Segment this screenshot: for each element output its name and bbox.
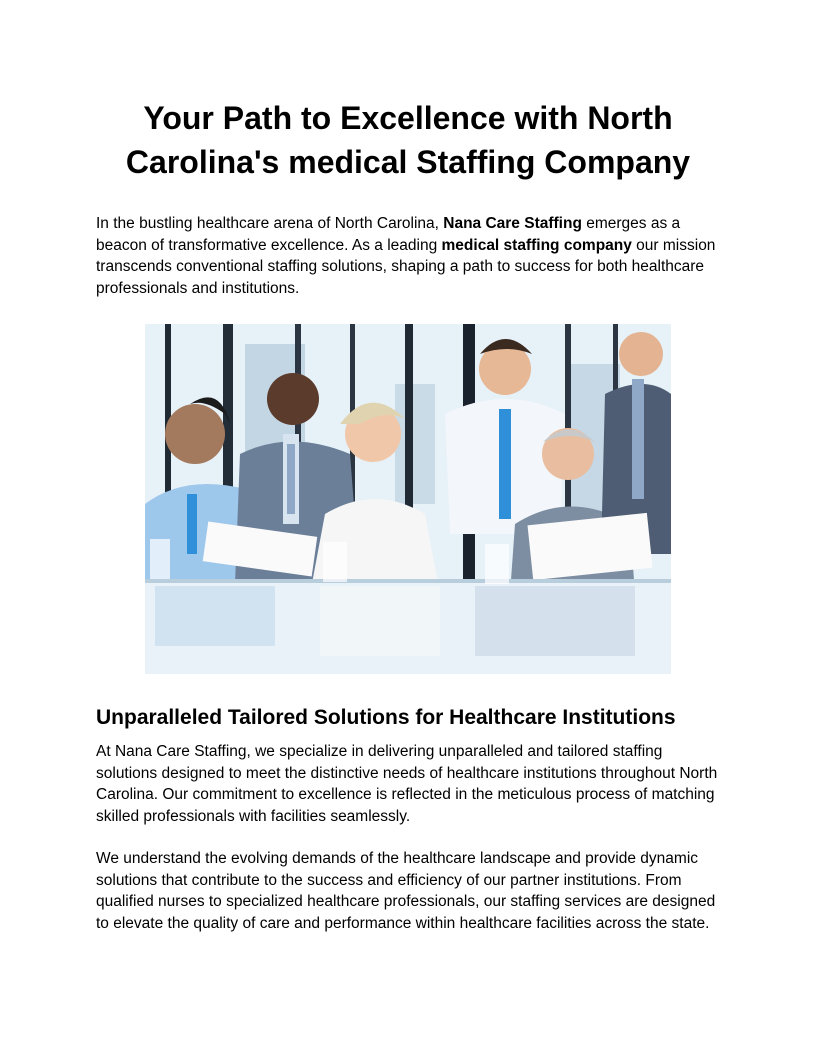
intro-text-2: emerges as a beacon of transformative excellence. As a leading — [96, 215, 681, 254]
section-paragraph-2: We understand the evolving demands of the healthcare landscape and provide dynamic solutions that contribute to the success and efficiency of our partner institutions. From qualified nurses to specialized healthcare professionals, our staffing services are designed to elevate the quality of care and performance within healthcare facilities across the state. — [96, 850, 716, 932]
section-paragraph-1: At Nana Care Staffing, we specialize in delivering unparalleled and tailored staffing solutions designed to meet the distinctive needs of healthcare institutions throughout North Carolina. Our commitment to excellence is reflected in the meticulous process of matching skilled professionals with facilities seamlessly. — [96, 743, 718, 825]
intro-text-1: In the bustling healthcare arena of North Carolina, — [96, 215, 444, 232]
intro-paragraph — [96, 213, 720, 299]
page-title: Your Path to Excellence with North Carolina's medical Staffing Company — [125, 100, 691, 180]
document-page — [96, 96, 720, 934]
meeting-photo — [145, 324, 671, 674]
company-name-bold: Nana Care Staffing — [443, 215, 582, 232]
section-heading: Unparalleled Tailored Solutions for Healthcare Institutions — [96, 706, 676, 729]
intro-text-3: our mission transcends conventional staffing solutions, shaping a path to success for both healthcare professionals and institutions. — [96, 236, 716, 297]
meeting-photo-illustration — [145, 324, 671, 674]
keyword-bold: medical staffing company — [441, 236, 632, 254]
